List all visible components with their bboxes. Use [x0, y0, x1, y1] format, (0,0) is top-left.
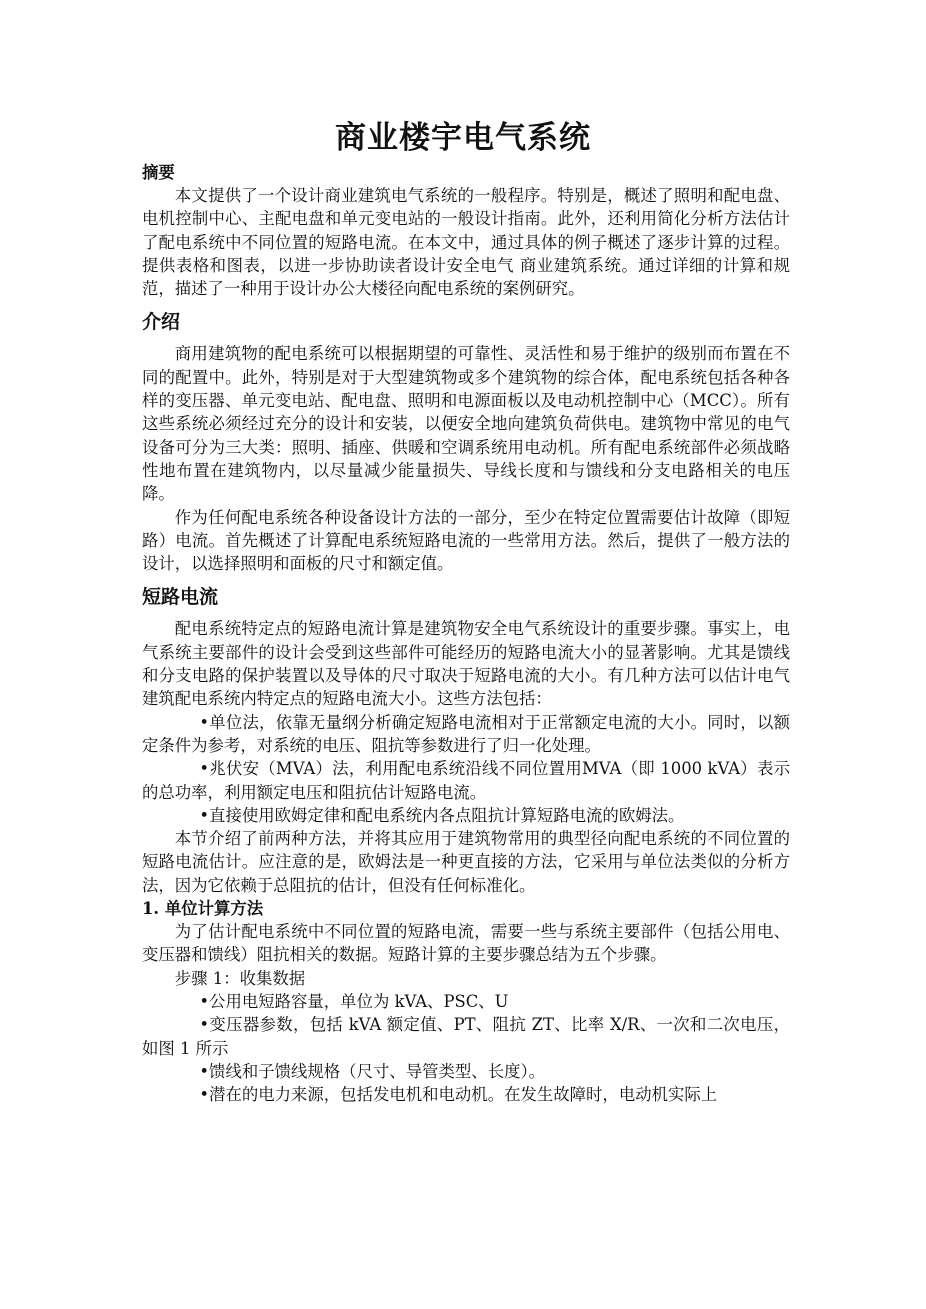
- intro-paragraph-2: 作为任何配电系统各种设备设计方法的一部分，至少在特定位置需要估计故障（即短路）电流。首先概述了计算配电系统短路电流的一些常用方法。然后，提供了一般方法的设计，以选择照明和面板的尺寸和额定值。: [142, 507, 790, 574]
- intro-paragraph-1: 商用建筑物的配电系统可以根据期望的可靠性、灵活性和易于维护的级别而布置在不同的配置中。此外，特别是对于大型建筑物或多个建筑物的综合体，配电系统包括各种各样的变压器、单元变电站、配电盘、照明和电源面板以及电动机控制中心（MCC）。所有这些系统必须经过充分的设计和安装，以便安全地向建筑负荷供电。建筑物中常见的电气设备可分为三大类：照明、插座、供暖和空调系统用电动机。所有配电系统部件必须战略性地布置在建筑物内，以尽量减少能量损失、导线长度和与馈线和分支电路相关的电压降。: [142, 344, 790, 504]
- section-1-paragraph: 为了估计配电系统中不同位置的短路电流，需要一些与系统主要部件（包括公用电、变压器和馈线）阻抗相关的数据。短路计算的主要步骤总结为五个步骤。: [142, 922, 790, 965]
- document-title: 商业楼宇电气系统: [335, 120, 591, 156]
- section-1-heading: 1. 单位计算方法: [142, 899, 264, 919]
- document-body: [142, 160, 790, 1106]
- list-item: •兆伏安（MVA）法，利用配电系统沿线不同位置用MVA（即 1000 kVA）表示的总功率，利用额定电压和阻抗估计短路电流。: [142, 759, 790, 802]
- list-item: •直接使用欧姆定律和配电系统内各点阻抗计算短路电流的欧姆法。: [199, 805, 685, 825]
- step-1-label: 步骤 1：收集数据: [174, 968, 306, 988]
- list-item: •单位法，依靠无量纲分析确定短路电流相对于正常额定电流的大小。同时，以额定条件为参考，对系统的电压、阻抗等参数进行了归一化处理。: [142, 712, 790, 755]
- short-circuit-paragraph-1: 配电系统特定点的短路电流计算是建筑物安全电气系统设计的重要步骤。事实上，电气系统主要部件的设计会受到这些部件可能经历的短路电流大小的显著影响。尤其是馈线和分支电路的保护装置以及导体的尺寸取决于短路电流的大小。有几种方法可以估计电气建筑配电系统内特定点的短路电流大小。这些方法包括：: [142, 619, 790, 709]
- list-item: •公用电短路容量，单位为 kVA、PSC、U: [199, 991, 509, 1011]
- abstract-heading: 摘要: [142, 163, 175, 182]
- list-item: •潜在的电力来源，包括发电机和电动机。在发生故障时，电动机实际上: [199, 1085, 718, 1105]
- abstract-text: 本文提供了一个设计商业建筑电气系统的一般程序。特别是，概述了照明和配电盘、电机控制中心、主配电盘和单元变电站的一般设计指南。此外，还利用简化分析方法估计了配电系统中不同位置的短路电流。在本文中，通过具体的例子概述了逐步计算的过程。提供表格和图表，以进一步协助读者设计安全电气 商业建筑系统。通过详细的计算和规范，描述了一种用于设计办公大楼径向配电系统的案例研究。: [142, 186, 790, 299]
- intro-heading: 介绍: [142, 311, 181, 334]
- list-item: •变压器参数，包括 kVA 额定值、PT、阻抗 ZT、比率 X/R、一次和二次电压，如图 1 所示: [142, 1015, 790, 1058]
- short-circuit-heading: 短路电流: [142, 586, 219, 609]
- list-item: •馈线和子馈线规格（尺寸、导管类型、长度）。: [199, 1061, 546, 1081]
- short-circuit-paragraph-2: 本节介绍了前两种方法，并将其应用于建筑物常用的典型径向配电系统的不同位置的短路电流估计。应注意的是，欧姆法是一种更直接的方法，它采用与单位法类似的分析方法，因为它依赖于总阻抗的估计，但没有任何标准化。: [142, 829, 790, 895]
